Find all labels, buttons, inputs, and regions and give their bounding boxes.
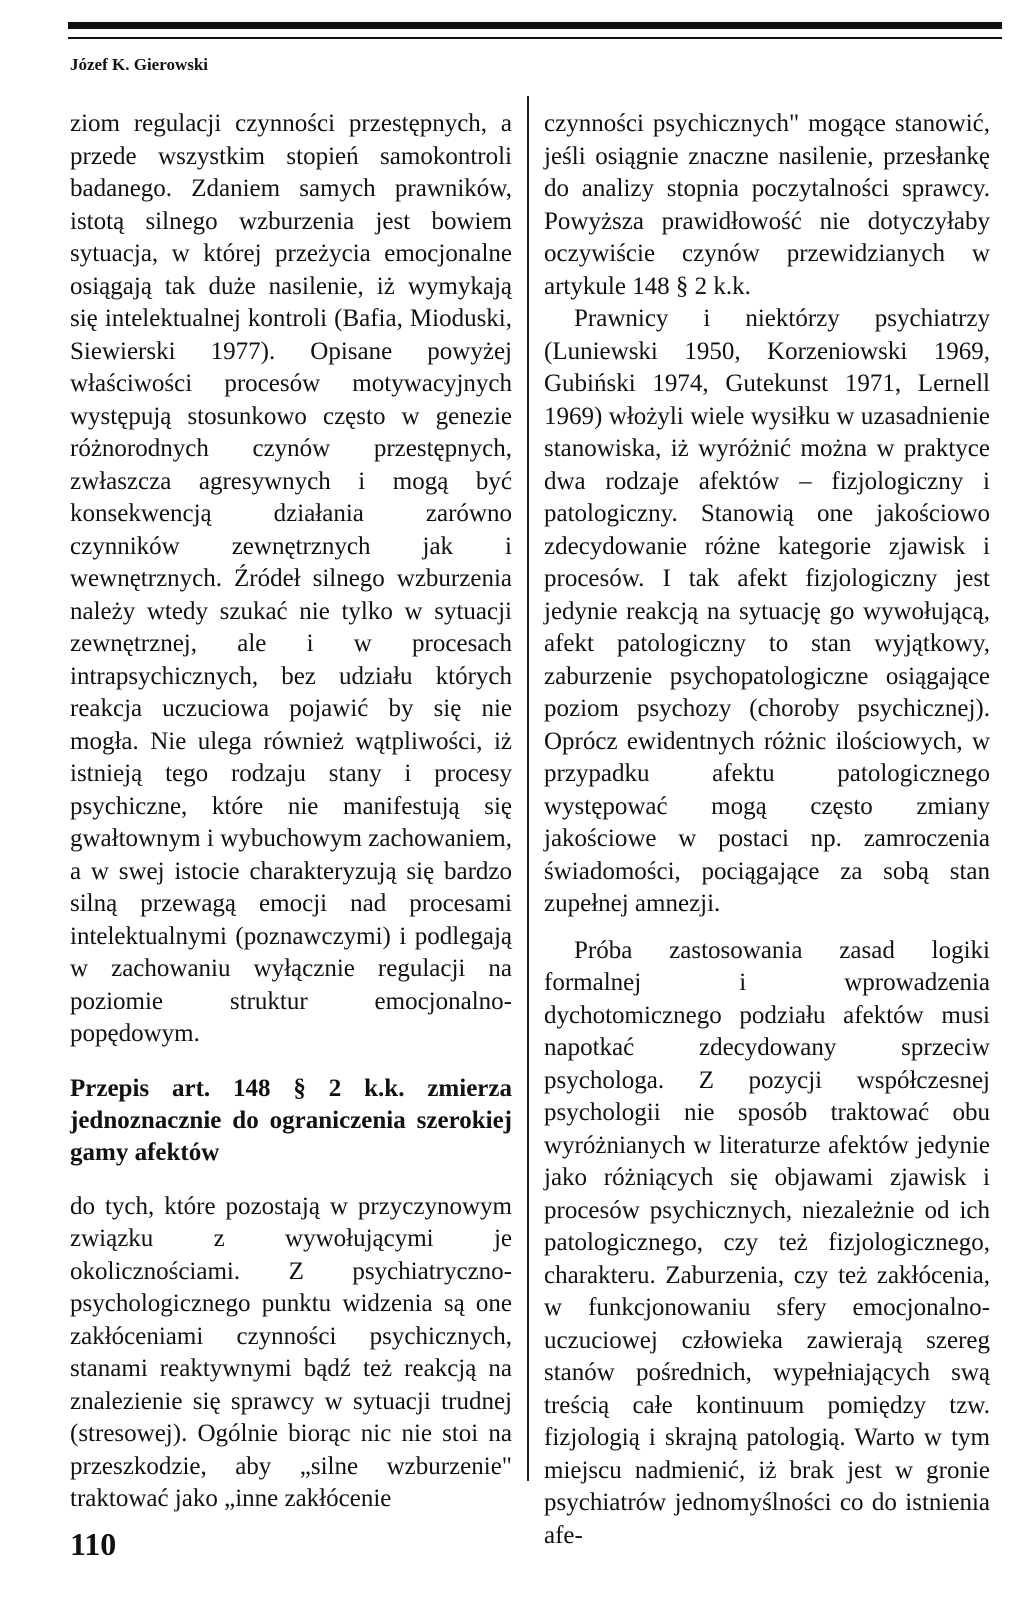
- running-head-author: Józef K. Gierowski: [70, 55, 209, 74]
- right-column: [544, 108, 990, 1552]
- left-paragraph-1: ziom regulacji czynności przestępnych, a przede wszystkim stopień samokontroli badanego. Zdaniem samych prawników, istotą silnego wzburzenia jest bowiem sytuacja, w której przeżycia emocjonalne osiągają tak duże nasilenie, iż wymykają się intelektualnej kontroli (Bafia, Mioduski, Siewierski 1977). Opisane powyżej właściwości procesów motywacyjnych występują stosunkowo często w genezie różnorodnych czynów przestępnych, zwłaszcza agresywnych i mogą być konsekwencją działania zarówno czynników zewnętrznych jak i wewnętrznych. Źródeł silnego wzburzenia należy wtedy szukać nie tylko w sytuacji zewnętrznej, ale i w procesach intrapsychicznych, bez udziału których reakcja uczuciowa pojawić by się nie mogła. Nie ulega również wątpliwości, iż istnieją tego rodzaju stany i procesy psychiczne, które nie manifestują się gwałtownym i wybuchowym zachowaniem, a w swej istocie charakteryzują się bardzo silną przewagą emocji nad procesami intelektualnymi (poznawczymi) i podlegają w zachowaniu wyłącznie regulacji na poziomie struktur emocjonalno-popędowym.: [70, 110, 512, 1047]
- section-heading: Przepis art. 148 § 2 k.k. zmierza jednoznacznie do ograniczenia szerokiej gamy afektów: [70, 1074, 512, 1166]
- page-number: 110: [70, 1526, 117, 1562]
- right-paragraph-2: Prawnicy i niektórzy psychiatrzy (Luniewski 1950, Korzeniowski 1969, Gubiński 1974, Gutekunst 1971, Lernell 1969) włożyli wiele wysiłku w uzasadnienie stanowiska, iż wyróżnić można w praktyce dwa rodzaje afektów – fizjologiczny i patologiczny. Stanowią one jakościowo zdecydowanie różne kategorie zjawisk i procesów. I tak afekt fizjologiczny jest jedynie reakcją na sytuację go wywołującą, afekt patologiczny to stan wyjątkowy, zaburzenie psychopatologiczne osiągające poziom psychozy (choroby psychicznej). Oprócz ewidentnych różnic ilościowych, w przypadku afektu patologicznego występować mogą często zmiany jakościowe w postaci np. zamroczenia świadomości, pociągające za sobą stan zupełnej amnezji.: [544, 305, 990, 917]
- column-divider: [527, 96, 529, 1481]
- header-rule-thin: [68, 37, 1002, 39]
- right-paragraph-3: Próba zastosowania zasad logiki formalnej i wprowadzenia dychotomicznego podziału afektów musi napotkać zdecydowany sprzeciw psychologa. Z pozycji współczesnej psychologii nie sposób traktować obu wyróżnianych w literaturze afektów jedynie jako różniących się objawami zjawisk i procesów psychicznych, niezależnie od ich patologicznego, czy też fizjologicznego, charakteru. Zaburzenia, czy też zakłócenia, w funkcjonowaniu sfery emocjonalno-uczuciowej człowieka zawierają szereg stanów pośrednich, wypełniających swą treścią całe kontinuum pomiędzy tzw. fizjologią i skrajną patologią. Warto w tym miejscu nadmienić, iż brak jest w gronie psychiatrów jednomyślności co do istnienia afe-: [544, 936, 990, 1549]
- left-column: [70, 108, 512, 1516]
- left-paragraph-2: do tych, które pozostają w przyczynowym związku z wywołującymi je okolicznościami. Z psychiatryczno-psychologicznego punktu widzenia są one zakłóceniami czynności psychicznych, stanami reaktywnymi bądź też reakcją na znalezienie się sprawcy w sytuacji trudnej (stresowej). Ogólnie biorąc nic nie stoi na przeszkodzie, aby „silne wzburzenie" traktować jako „inne zakłócenie: [70, 1192, 512, 1512]
- right-paragraph-1: czynności psychicznych" mogące stanowić, jeśli osiągnie znaczne nasilenie, przesłankę do analizy stopnia poczytalności sprawcy. Powyższa prawidłowość nie dotyczyłaby oczywiście czynów przewidzianych w artykule 148 § 2 k.k.: [544, 110, 990, 300]
- header-rule-thick: [68, 22, 1002, 29]
